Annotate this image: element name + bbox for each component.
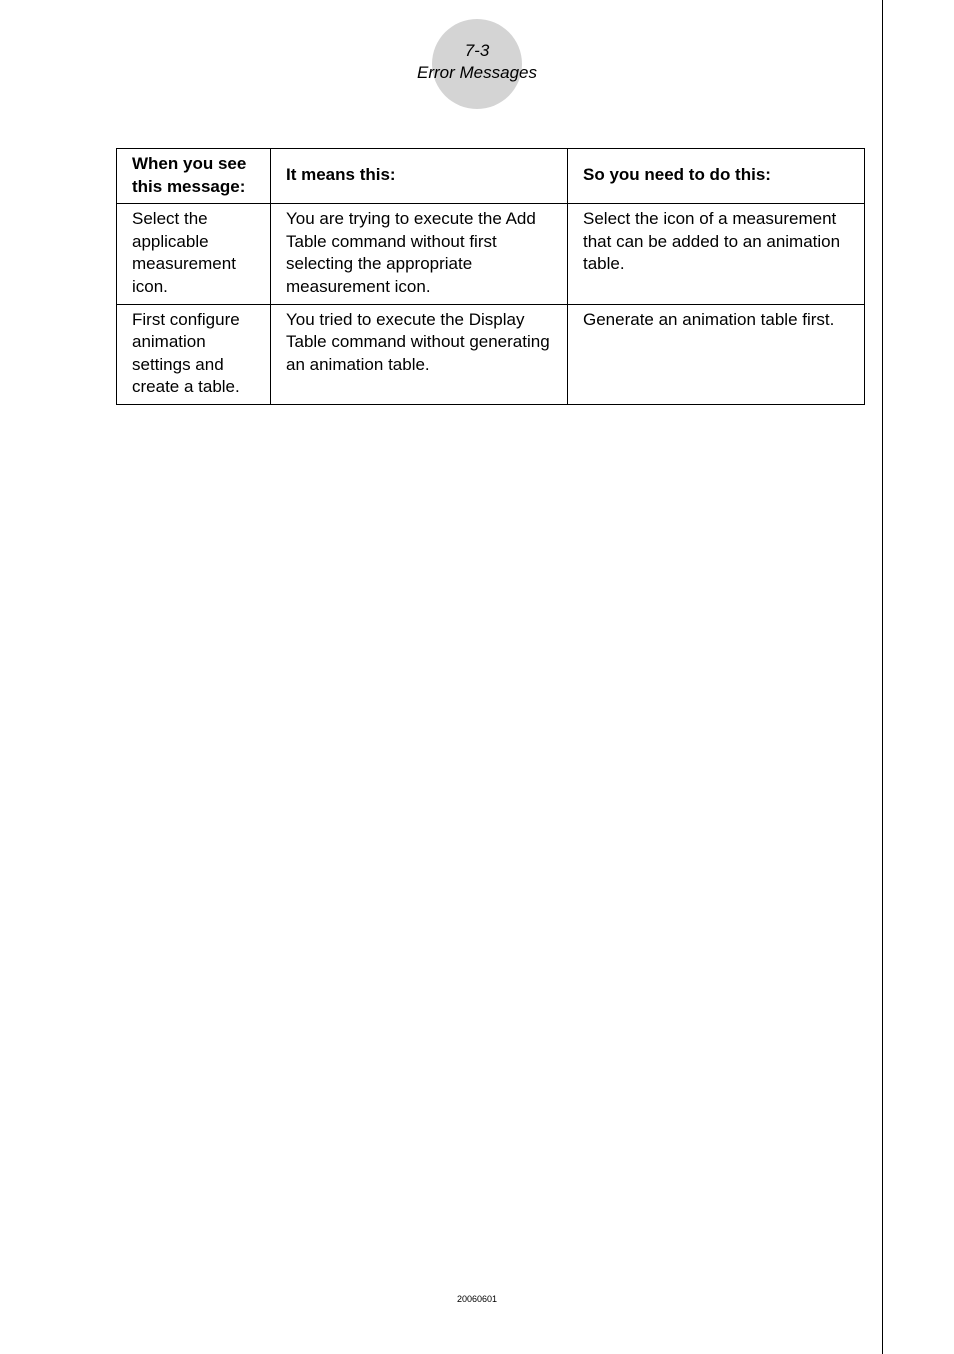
column-header-action: So you need to do this: <box>568 149 865 204</box>
cell-meaning: You are trying to execute the Add Table command without first selecting the appropriate measurement icon. <box>271 204 568 304</box>
section-title: Error Messages <box>417 63 537 82</box>
cell-action: Generate an animation table first. <box>568 304 865 404</box>
page-number: 7-3 <box>464 41 490 60</box>
table-row <box>117 304 865 404</box>
cell-message: Select the applicable measurement icon. <box>117 204 271 304</box>
page-header <box>377 40 577 84</box>
error-messages-table <box>116 148 865 405</box>
cell-meaning: You tried to execute the Display Table command without generating an animation table. <box>271 304 568 404</box>
table-header-row <box>117 149 865 204</box>
cell-action: Select the icon of a measurement that can be added to an animation table. <box>568 204 865 304</box>
column-header-meaning: It means this: <box>271 149 568 204</box>
table-row <box>117 204 865 304</box>
footer-code: 20060601 <box>456 1294 498 1304</box>
column-header-message: When you see this message: <box>117 149 271 204</box>
page-margin-rule <box>882 0 883 1354</box>
cell-message: First configure animation settings and create a table. <box>117 304 271 404</box>
